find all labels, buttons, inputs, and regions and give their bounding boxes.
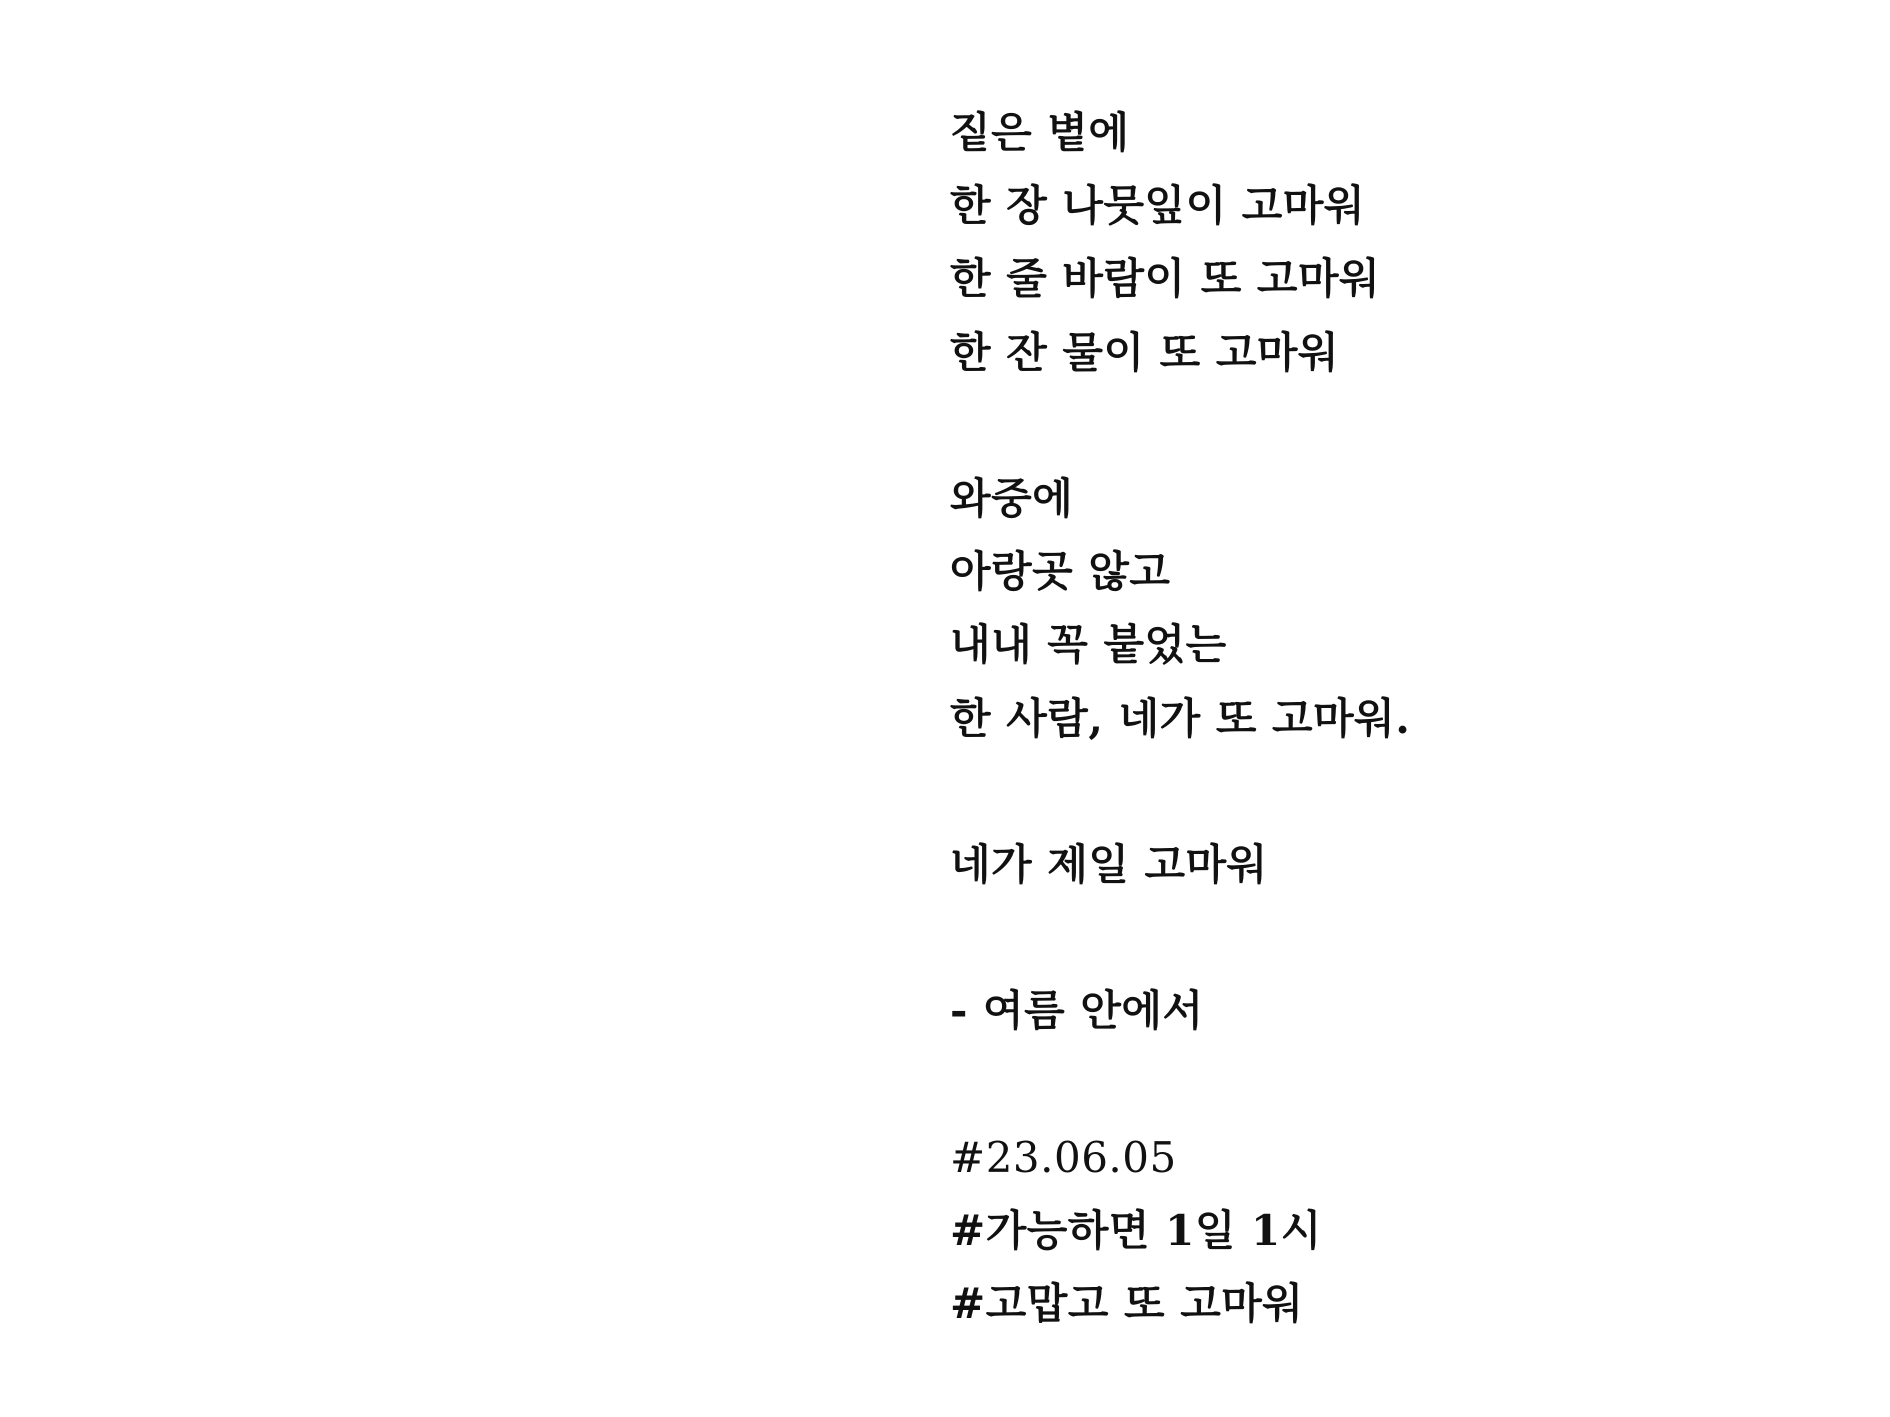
hashtag: #가능하면 1일 1시: [950, 1205, 1322, 1255]
stanza-3: [950, 828, 1850, 901]
poem-signature: - 여름 안에서: [950, 986, 1204, 1036]
stanza-break: [950, 901, 1850, 974]
poem-line: 아랑곳 않고: [950, 547, 1171, 597]
poem-line: 네가 제일 고마워: [950, 839, 1268, 889]
hashtag-list: [950, 1121, 1850, 1341]
hashtag: #고맙고 또 고마워: [950, 1279, 1304, 1328]
hashtag-date: #23.06.05: [950, 1132, 1177, 1182]
poem-line: 한 사람, 네가 또 고마워.: [950, 693, 1411, 743]
poem-line: 짙은 볕에: [950, 108, 1130, 157]
stanza-2: [950, 462, 1850, 755]
poem-line: 내내 꼭 붙었는: [950, 620, 1227, 670]
stanza-break: [950, 389, 1850, 462]
stanza-break: [950, 1047, 1850, 1120]
poem-line: 한 줄 바람이 또 고마워: [950, 254, 1381, 304]
stanza-break: [950, 755, 1850, 828]
stanza-1: [950, 96, 1850, 389]
poem-line: 한 장 나뭇잎이 고마워: [950, 181, 1366, 231]
poem-body: [950, 96, 1850, 1340]
poem-line: 한 잔 물이 또 고마워: [950, 327, 1340, 377]
poem-line: 와중에: [950, 473, 1074, 523]
